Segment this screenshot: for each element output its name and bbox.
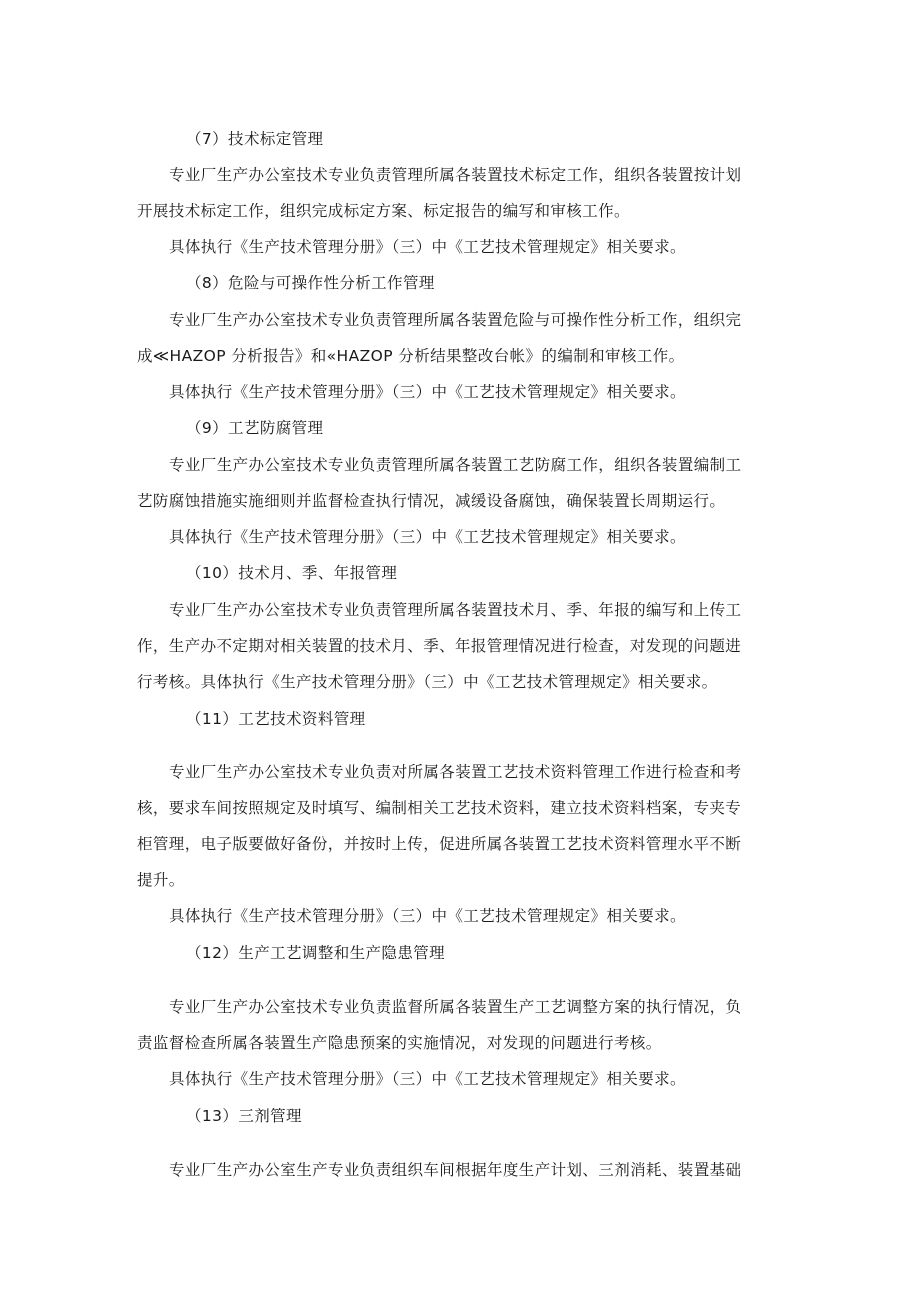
section-7-heading: （7）技术标定管理 xyxy=(186,130,324,148)
section-11-para-line-1: 专业厂生产办公室技术专业负责对所属各装置工艺技术资料管理工作进行检查和考 xyxy=(169,763,742,781)
section-12-para-line-2: 责监督检查所属各装置生产隐患预案的实施情况，对发现的问题进行考核。 xyxy=(137,1034,662,1052)
section-13-heading: （13）三剂管理 xyxy=(186,1107,302,1125)
section-7-para-line-2: 开展技术标定工作，组织完成标定方案、标定报告的编写和审核工作。 xyxy=(137,202,630,220)
section-11-heading: （11）工艺技术资料管理 xyxy=(186,710,366,728)
section-9-heading: （9）工艺防腐管理 xyxy=(186,419,324,437)
section-9-para-line-2: 艺防腐蚀措施实施细则并监督检查执行情况，减缓设备腐蚀，确保装置长周期运行。 xyxy=(137,492,726,510)
section-10-heading: （10）技术月、季、年报管理 xyxy=(186,564,398,582)
section-12-heading: （12）生产工艺调整和生产隐患管理 xyxy=(186,944,446,962)
section-7-para-line-1: 专业厂生产办公室技术专业负责管理所属各装置技术标定工作，组织各装置按计划 xyxy=(169,166,742,184)
section-10-para-line-3: 行考核。具体执行《生产技术管理分册》（三）中《工艺技术管理规定》相关要求。 xyxy=(137,673,718,691)
section-8-reference: 具体执行《生产技术管理分册》（三）中《工艺技术管理规定》相关要求。 xyxy=(169,383,686,401)
section-13-para-line-1: 专业厂生产办公室生产专业负责组织车间根据年度生产计划、三剂消耗、装置基础 xyxy=(169,1161,742,1179)
section-7-reference: 具体执行《生产技术管理分册》（三）中《工艺技术管理规定》相关要求。 xyxy=(169,238,686,256)
section-9-para-line-1: 专业厂生产办公室技术专业负责管理所属各装置工艺防腐工作，组织各装置编制工 xyxy=(169,456,742,474)
section-8-para-line-2: 成≪HAZOP 分析报告》和«HAZOP 分析结果整改台帐》的编制和审核工作。 xyxy=(137,347,685,365)
section-11-para-line-3: 柜管理，电子版要做好备份，并按时上传，促进所属各装置工艺技术资料管理水平不断 xyxy=(137,835,742,853)
section-11-para-line-2: 核，要求车间按照规定及时填写、编制相关工艺技术资料，建立技术资料档案，专夹专 xyxy=(137,799,742,817)
section-11-reference: 具体执行《生产技术管理分册》（三）中《工艺技术管理规定》相关要求。 xyxy=(169,907,686,925)
section-8-heading: （8）危险与可操作性分析工作管理 xyxy=(186,274,435,292)
section-10-para-line-2: 作，生产办不定期对相关装置的技术月、季、年报管理情况进行检查，对发现的问题进 xyxy=(137,637,742,655)
section-9-reference: 具体执行《生产技术管理分册》（三）中《工艺技术管理规定》相关要求。 xyxy=(169,528,686,546)
section-11-para-line-4: 提升。 xyxy=(137,871,185,889)
section-8-para-line-1: 专业厂生产办公室技术专业负责管理所属各装置危险与可操作性分析工作，组织完 xyxy=(169,311,742,329)
section-10-para-line-1: 专业厂生产办公室技术专业负责管理所属各装置技术月、季、年报的编写和上传工 xyxy=(169,601,742,619)
section-12-reference: 具体执行《生产技术管理分册》（三）中《工艺技术管理规定》相关要求。 xyxy=(169,1070,686,1088)
section-12-para-line-1: 专业厂生产办公室技术专业负责监督所属各装置生产工艺调整方案的执行情况，负 xyxy=(169,998,742,1016)
